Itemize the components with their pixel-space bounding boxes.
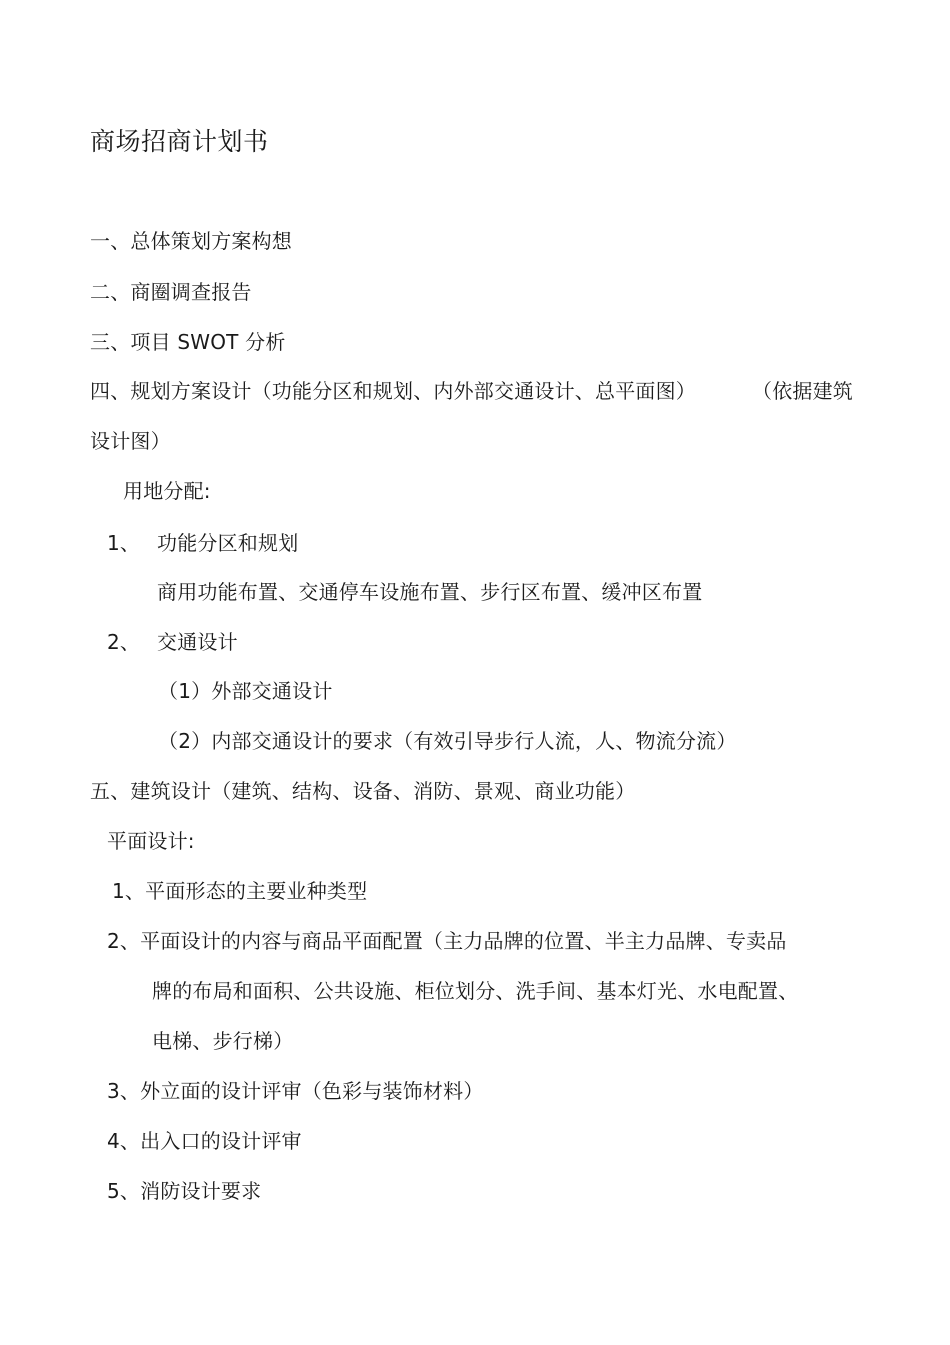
- item-2-sub-2: （2）内部交通设计的要求（有效引导步行人流，人、物流分流）: [158, 729, 737, 753]
- section-4-heading-continued: 设计图）: [90, 429, 171, 453]
- section-1-heading: 一、总体策划方案构想: [90, 229, 292, 253]
- item-2-text: 交通设计: [157, 630, 238, 654]
- item-1-number: 1、: [107, 531, 141, 555]
- plan-design-label: 平面设计:: [107, 829, 195, 853]
- land-use-label: 用地分配:: [123, 479, 211, 503]
- section-4-heading: 四、规划方案设计（功能分区和规划、内外部交通设计、总平面图）: [90, 379, 696, 403]
- section-4-note: （依据建筑: [752, 379, 853, 403]
- plan-item-4: 4、出入口的设计评审: [107, 1129, 302, 1153]
- section-2-heading: 二、商圈调查报告: [90, 280, 252, 304]
- section-5-heading: 五、建筑设计（建筑、结构、设备、消防、景观、商业功能）: [90, 779, 636, 803]
- item-2-number: 2、: [107, 630, 141, 654]
- plan-item-2-continued-1: 牌的布局和面积、公共设施、柜位划分、洗手间、基本灯光、水电配置、: [152, 979, 799, 1003]
- plan-item-2-continued-2: 电梯、步行梯）: [152, 1029, 294, 1053]
- plan-item-2: 2、平面设计的内容与商品平面配置（主力品牌的位置、半主力品牌、专卖品: [107, 929, 787, 953]
- section-3-heading: 三、项目 SWOT 分析: [90, 330, 286, 354]
- document-title: 商场招商计划书: [90, 127, 269, 156]
- plan-item-5: 5、消防设计要求: [107, 1179, 262, 1203]
- item-1-text: 功能分区和规划: [157, 531, 299, 555]
- item-2-sub-1: （1）外部交通设计: [158, 679, 333, 703]
- plan-item-1: 1、平面形态的主要业种类型: [112, 879, 368, 903]
- item-1-detail: 商用功能布置、交通停车设施布置、步行区布置、缓冲区布置: [157, 580, 703, 604]
- plan-item-3: 3、外立面的设计评审（色彩与装饰材料）: [107, 1079, 484, 1103]
